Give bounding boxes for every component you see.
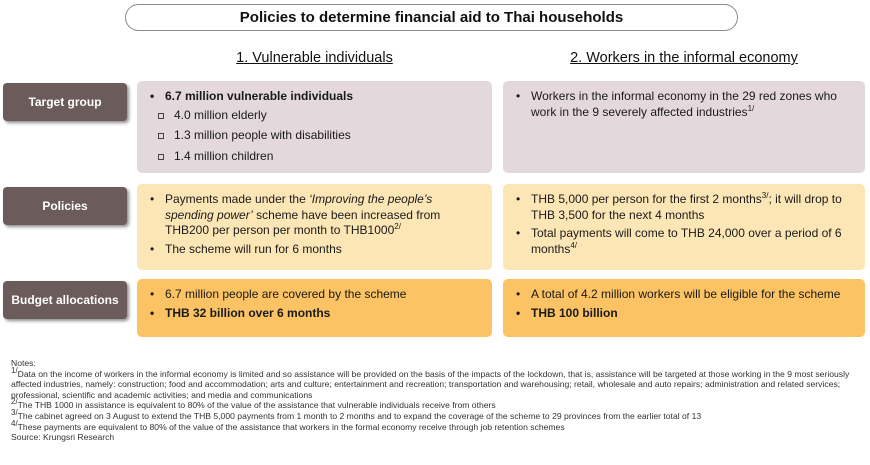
target-group-informal-box — [503, 81, 865, 173]
note-4: $^{4/}$These payments are equivalent to 80% of the value of the assistance that workers in the formal economy receive through job retention schemes — [11, 418, 565, 432]
diagram-title: Policies to determine financial aid to Thai households — [125, 4, 738, 31]
policies-informal-payments: • THB 5,000 per person for the first 2 months$^{3/}$; it will drop to THB 3,500 for the next 4 months — [531, 192, 853, 223]
footnote-ref: 1/ — [747, 103, 755, 113]
target-vulnerable-sub-children: 1.4 million children — [174, 149, 480, 165]
policies-informal-box — [503, 184, 865, 270]
row-label-policies: Policies — [3, 187, 127, 225]
footnote-ref: 4/ — [570, 240, 578, 250]
budget-informal-coverage: • A total of 4.2 million workers will be eligible for the scheme — [531, 287, 853, 303]
budget-vulnerable-coverage: • 6.7 million people are covered by the scheme — [165, 287, 480, 303]
target-vulnerable-main: • 6.7 million vulnerable individuals — [165, 89, 480, 105]
row-label-budget-allocations: Budget allocations — [3, 281, 127, 319]
note-2: $^{2/}$The THB 1000 in assistance is equivalent to 80% of the value of the assistance that vulnerable individuals receive from others — [11, 397, 496, 411]
budget-vulnerable-box — [137, 279, 492, 337]
target-vulnerable-sub-disabilities: 1.3 million people with disabilities — [174, 128, 480, 144]
policies-vulnerable-payments: • Payments made under the ‘Improving the people’s spending power’ scheme have been increased from THB200 per person per month to $THB1000^{2/}$ — [165, 192, 480, 239]
note-3: $^{3/}$The cabinet agreed on 3 August to extend the THB 5,000 payments from 1 month to 2 months and to expand the coverage of the scheme to 29 provinces from the earlier total of 13 — [11, 408, 702, 421]
target-group-vulnerable-box — [137, 81, 492, 173]
column-heading-informal: 2. Workers in the informal economy — [570, 50, 798, 66]
policies-vulnerable-duration: • The scheme will run for 6 months — [165, 242, 480, 258]
column-heading-vulnerable: 1. Vulnerable individuals — [236, 50, 393, 66]
source-line: Source: Krungsri Research — [11, 432, 115, 443]
row-label-target-group: Target group — [3, 83, 127, 121]
target-informal-text: • Workers in the informal economy in the 29 red zones who work in the 9 severely affected industries$^{1/}$ — [531, 89, 853, 120]
policies-vulnerable-box — [137, 184, 492, 270]
note-1: $^{1/}$Data on the income of workers in the informal economy is limited and so assistance will be provided on the basis of the impacts of the lockdown, that is, assistance will be targeted at those working in the 9 most seriously affected industries, namely: construction; food and accommodation; arts and culture; entertainment and recreation; transportation and warehousing; retail, wholesale and auto repairs; administration and related services; professional, scientific and academic activities; and media and communications — [11, 365, 850, 400]
budget-informal-box — [503, 279, 865, 337]
footnote-ref: 2/ — [394, 222, 401, 231]
footnote-ref: 3/ — [761, 191, 769, 200]
policies-informal-total: • Total payments will come to THB 24,000 over a period of 6 months$^{4/}$ — [531, 226, 853, 257]
budget-informal-amount: • THB 100 billion — [531, 306, 853, 322]
target-vulnerable-sub-elderly: 4.0 million elderly — [174, 108, 480, 124]
budget-vulnerable-amount: • THB 32 billion over 6 months — [165, 306, 480, 322]
notes-section — [11, 358, 861, 443]
notes-heading: Notes: — [11, 358, 36, 368]
